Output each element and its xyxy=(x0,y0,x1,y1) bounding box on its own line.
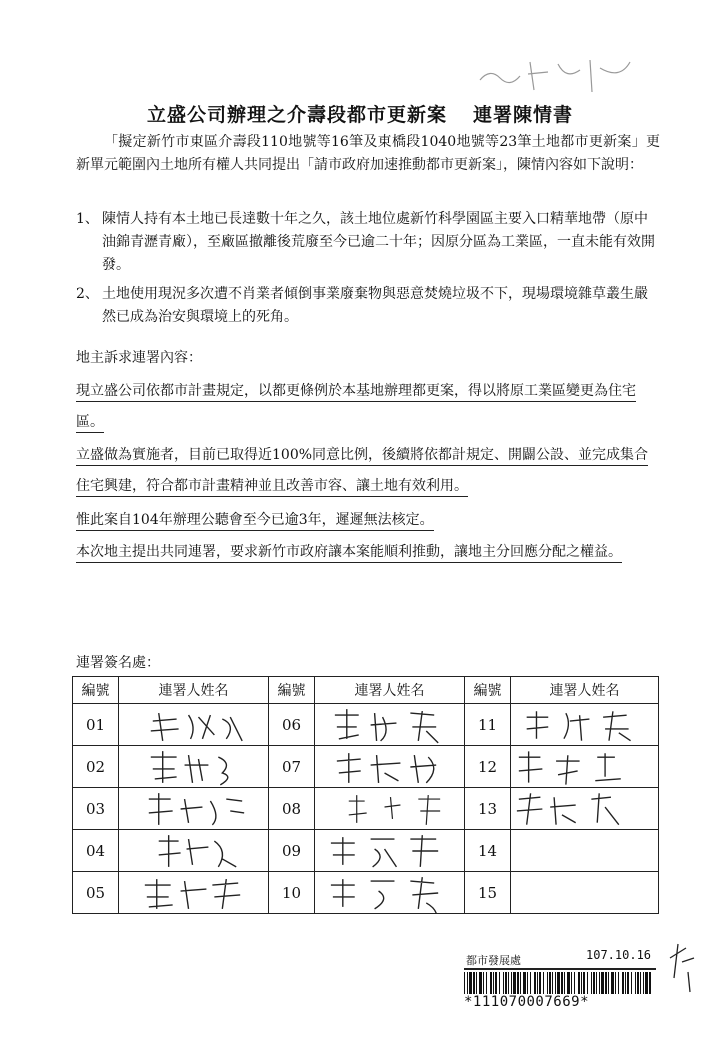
header-name: 連署人姓名 xyxy=(119,677,269,704)
signature-cell xyxy=(119,830,269,872)
barcode-bar xyxy=(503,972,504,994)
petition-item xyxy=(76,208,660,277)
row-number: 13 xyxy=(465,788,511,830)
barcode-bar xyxy=(549,972,551,994)
barcode-bar xyxy=(571,972,572,994)
handwritten-signature xyxy=(119,789,268,829)
barcode-bar xyxy=(469,972,472,994)
barcode xyxy=(464,972,654,994)
row-number: 05 xyxy=(73,872,119,914)
table-row xyxy=(73,872,659,914)
barcode-bar xyxy=(637,972,639,994)
handwritten-signature xyxy=(511,705,658,745)
handwritten-signature xyxy=(511,747,658,787)
barcode-bar xyxy=(625,972,626,994)
barcode-bar xyxy=(599,972,600,994)
petition-item xyxy=(76,283,660,329)
barcode-bar xyxy=(593,972,595,994)
barcode-bar xyxy=(511,972,512,994)
demand-text: 立盛做為實施者，目前已取得近100%同意比例，後續將依都計規定、開闢公設、並完成集合住宅興建，符合都市計畫精神並且改善市容、讓土地有效利用。 xyxy=(76,447,648,497)
handwritten-signature xyxy=(315,705,464,745)
row-number: 01 xyxy=(73,704,119,746)
barcode-bar xyxy=(555,972,556,994)
intro-paragraph: 「擬定新竹市東區介壽段110地號等16筆及東橋段1040地號等23筆土地都市更新案」更新單元範圍內土地所有權人共同提出「請市政府加速推動都市更新案」，陳情內容如下說明： xyxy=(76,134,660,173)
signature-heading: 連署簽名處： xyxy=(76,655,160,671)
barcode-bar xyxy=(499,972,500,994)
row-number: 06 xyxy=(269,704,315,746)
barcode-bar xyxy=(527,972,528,994)
barcode-number: *111070007669* xyxy=(464,994,590,1010)
barcode-bar xyxy=(608,972,609,994)
signature-cell xyxy=(119,704,269,746)
barcode-bar xyxy=(520,972,521,994)
signature-cell xyxy=(511,704,659,746)
barcode-bar xyxy=(523,972,526,994)
barcode-bar xyxy=(587,972,588,994)
stamp-department: 都市發展處 xyxy=(466,954,521,967)
barcode-bar xyxy=(567,972,570,994)
barcode-bar xyxy=(557,972,560,994)
signature-cell xyxy=(119,746,269,788)
row-number: 04 xyxy=(73,830,119,872)
barcode-bar xyxy=(615,972,616,994)
signature-cell xyxy=(315,830,465,872)
item-number: 2、 xyxy=(76,286,99,302)
table-row xyxy=(73,704,659,746)
handwritten-signature xyxy=(511,789,658,829)
handwritten-signature xyxy=(315,873,464,913)
demand-text: 本次地主提出共同連署，要求新竹市政府讓本案能順利推動，讓地主分回應分配之權益。 xyxy=(76,544,622,563)
barcode-bar xyxy=(583,972,585,994)
row-number: 11 xyxy=(465,704,511,746)
barcode-bar xyxy=(645,972,648,994)
title-sub: 連署陳情書 xyxy=(473,104,574,126)
header-number: 編號 xyxy=(465,677,511,704)
header-name: 連署人姓名 xyxy=(315,677,465,704)
barcode-bar xyxy=(543,972,544,994)
barcode-bar xyxy=(552,972,553,994)
handwritten-signature xyxy=(119,873,268,913)
signature-cell xyxy=(119,872,269,914)
signature-table xyxy=(72,676,659,914)
signature-cell xyxy=(315,788,465,830)
demand-paragraph xyxy=(76,537,660,568)
barcode-bar xyxy=(483,972,484,994)
stamp-divider xyxy=(464,968,656,970)
item-text: 土地使用現況多次遭不肖業者傾倒事業廢棄物與惡意焚燒垃圾不下，現場環境雜草叢生嚴然已成為治安與環境上的死角。 xyxy=(102,286,648,325)
barcode-bar xyxy=(640,972,641,994)
header-number: 編號 xyxy=(269,677,315,704)
handwritten-signature xyxy=(315,747,464,787)
signature-cell xyxy=(511,746,659,788)
barcode-bar xyxy=(561,972,563,994)
signature-cell xyxy=(511,872,659,914)
header-number: 編號 xyxy=(73,677,119,704)
barcode-bar xyxy=(564,972,565,994)
signature-cell xyxy=(315,872,465,914)
handwritten-signature xyxy=(315,789,464,829)
row-number: 02 xyxy=(73,746,119,788)
demand-heading: 地主訴求連署內容： xyxy=(76,350,202,366)
handwritten-signature xyxy=(119,747,268,787)
barcode-bar xyxy=(530,972,531,994)
signature-cell xyxy=(119,788,269,830)
row-number: 15 xyxy=(465,872,511,914)
barcode-bar xyxy=(517,972,519,994)
demand-text: 現立盛公司依都市計畫規定，以都更條例於本基地辦理都更案，得以將原工業區變更為住宅區。 xyxy=(76,383,636,433)
row-number: 08 xyxy=(269,788,315,830)
barcode-bar xyxy=(611,972,614,994)
handwritten-signature xyxy=(119,705,268,745)
barcode-bar xyxy=(513,972,516,994)
item-number: 1、 xyxy=(76,211,99,227)
demand-paragraph xyxy=(76,376,660,438)
demand-paragraph xyxy=(76,440,660,502)
barcode-bar xyxy=(490,972,492,994)
barcode-bar xyxy=(476,972,477,994)
barcode-bar xyxy=(493,972,494,994)
table-header-row xyxy=(73,677,659,704)
barcode-bar xyxy=(486,972,487,994)
handwritten-signature xyxy=(315,831,464,871)
signature-cell xyxy=(511,788,659,830)
barcode-bar xyxy=(591,972,592,994)
barcode-bar xyxy=(622,972,624,994)
title-main: 立盛公司辦理之介壽段都市更新案 xyxy=(146,104,447,126)
row-number: 10 xyxy=(269,872,315,914)
barcode-bar xyxy=(574,972,575,994)
barcode-bar xyxy=(467,972,468,994)
item-text: 陳情人持有本土地已長達數十年之久，該土地位處新竹科學園區主要入口精華地帶（原中油錦青瀝青廠），至廠區撤離後荒廢至今已逾二十年；因原分區為工業區，一直未能有效開發。 xyxy=(102,211,655,273)
barcode-bar xyxy=(505,972,507,994)
barcode-bar xyxy=(537,972,538,994)
barcode-bar xyxy=(605,972,607,994)
barcode-bar xyxy=(508,972,509,994)
signature-cell xyxy=(315,746,465,788)
table-row xyxy=(73,830,659,872)
barcode-bar xyxy=(596,972,597,994)
row-number: 07 xyxy=(269,746,315,788)
barcode-bar xyxy=(479,972,482,994)
demand-text: 惟此案自104年辦理公聽會至今已逾3年，遲遲無法核定。 xyxy=(76,512,434,531)
barcode-bar xyxy=(643,972,644,994)
barcode-bar xyxy=(635,972,636,994)
demand-paragraph xyxy=(76,505,660,536)
barcode-bar xyxy=(627,972,629,994)
handwritten-signature xyxy=(119,831,268,871)
row-number: 03 xyxy=(73,788,119,830)
handwritten-scribble xyxy=(470,50,640,100)
barcode-bar xyxy=(547,972,548,994)
barcode-bar xyxy=(649,972,651,994)
row-number: 14 xyxy=(465,830,511,872)
header-name: 連署人姓名 xyxy=(511,677,659,704)
row-number: 12 xyxy=(465,746,511,788)
signature-cell xyxy=(315,704,465,746)
barcode-bar xyxy=(464,972,465,994)
barcode-bar xyxy=(581,972,582,994)
barcode-bar xyxy=(539,972,541,994)
handwritten-annotation xyxy=(664,938,700,998)
barcode-bar xyxy=(601,972,604,994)
table-row xyxy=(73,788,659,830)
stamp-date: 107.10.16 xyxy=(586,948,652,962)
signature-cell xyxy=(511,830,659,872)
barcode-bar xyxy=(578,972,580,994)
table-row xyxy=(73,746,659,788)
document-title xyxy=(0,100,720,127)
barcode-bar xyxy=(473,972,475,994)
barcode-bar xyxy=(618,972,619,994)
barcode-bar xyxy=(631,972,632,994)
row-number: 09 xyxy=(269,830,315,872)
barcode-bar xyxy=(495,972,497,994)
barcode-bar xyxy=(534,972,536,994)
